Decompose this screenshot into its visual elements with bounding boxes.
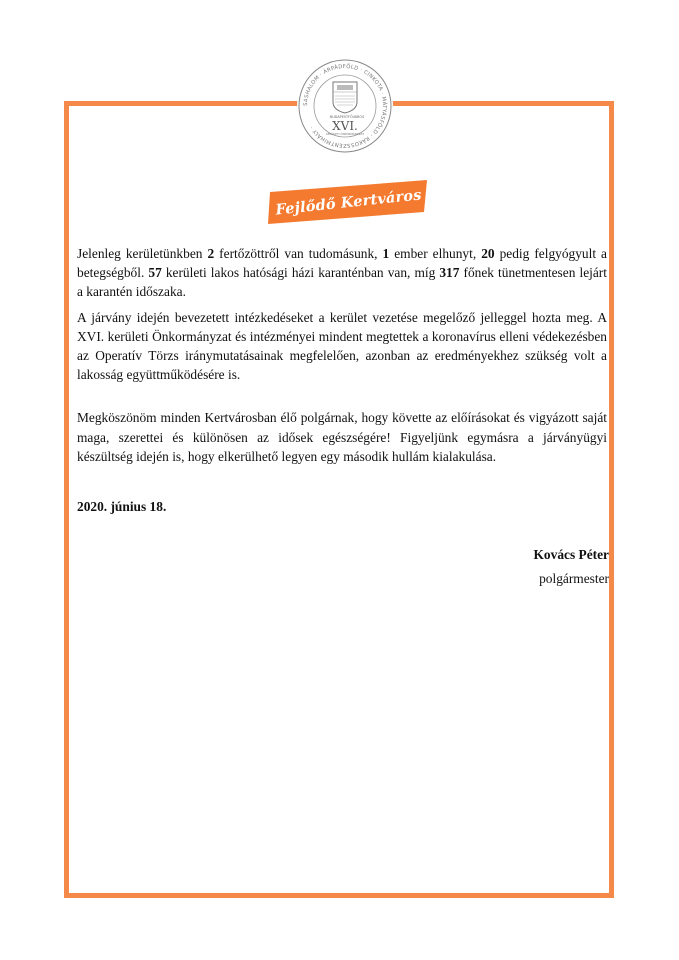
text: fertőzöttről van tudomásunk, bbox=[214, 246, 383, 261]
text: főnek tünetmentesen lejárt a karantén időszaka. bbox=[77, 265, 607, 300]
text: Jelenleg kerületünkben bbox=[77, 246, 208, 261]
banner-text: Fejlődő Kertváros bbox=[274, 185, 423, 219]
recovered-count: 20 bbox=[481, 246, 495, 261]
signature-title: polgármester bbox=[539, 571, 609, 586]
signature-name: Kovács Péter bbox=[533, 547, 609, 562]
svg-text:KERÜLETI ÖNKORMÁNYZAT: KERÜLETI ÖNKORMÁNYZAT bbox=[326, 132, 364, 136]
quarantined-count: 57 bbox=[148, 265, 162, 281]
fejlodo-kertvaros-banner bbox=[266, 178, 431, 226]
letter-date: 2020. június 18. bbox=[77, 499, 167, 514]
paragraph-thanks: Megköszönöm minden Kertvárosban élő polgárnak, hogy követte az előírásokat és vigyázott saját maga, szerettei és különösen az idősek egészségére! Figyeljünk egymásra a járványügyi készültség idején is, hogy elkerülhető legyen egy második hullám kialakulása. bbox=[77, 410, 607, 464]
infected-count: 2 bbox=[207, 246, 215, 261]
svg-text:SASHALOM · ÁRPÁDFÖLD · CINKOTA: SASHALOM · ÁRPÁDFÖLD · CINKOTA · MÁTYÁSFÖLD · RÁKOSSZENTMIHÁLY · bbox=[302, 63, 388, 149]
text: pedig felgyógyult a betegségből. bbox=[77, 246, 607, 281]
quarantine-ended-count: 317 bbox=[439, 265, 460, 281]
svg-text:FŐVÁROS: FŐVÁROS bbox=[348, 115, 365, 119]
svg-text:BUDAPEST: BUDAPEST bbox=[330, 115, 349, 119]
paragraph-statistics bbox=[77, 244, 607, 302]
text: kerületi lakos hatósági házi karanténban van, míg bbox=[161, 265, 440, 281]
paragraph-measures: A járvány idején bevezetett intézkedéseket a kerület vezetése megelőző jelleggel hozta meg. A XVI. kerületi Önkormányzat és intézményei mindent megtettek a koronavírus elleni védekezésben az Operatív Törzs iránymutatásainak megfelelően, azonban az eredményekhez szükség volt a lakosság együttműködésére is. bbox=[77, 309, 607, 383]
svg-text:XVI.: XVI. bbox=[332, 119, 358, 133]
deceased-count: 1 bbox=[382, 246, 390, 261]
text: ember elhunyt, bbox=[389, 246, 482, 261]
district-seal-logo bbox=[297, 58, 393, 154]
letter-body bbox=[77, 244, 607, 466]
